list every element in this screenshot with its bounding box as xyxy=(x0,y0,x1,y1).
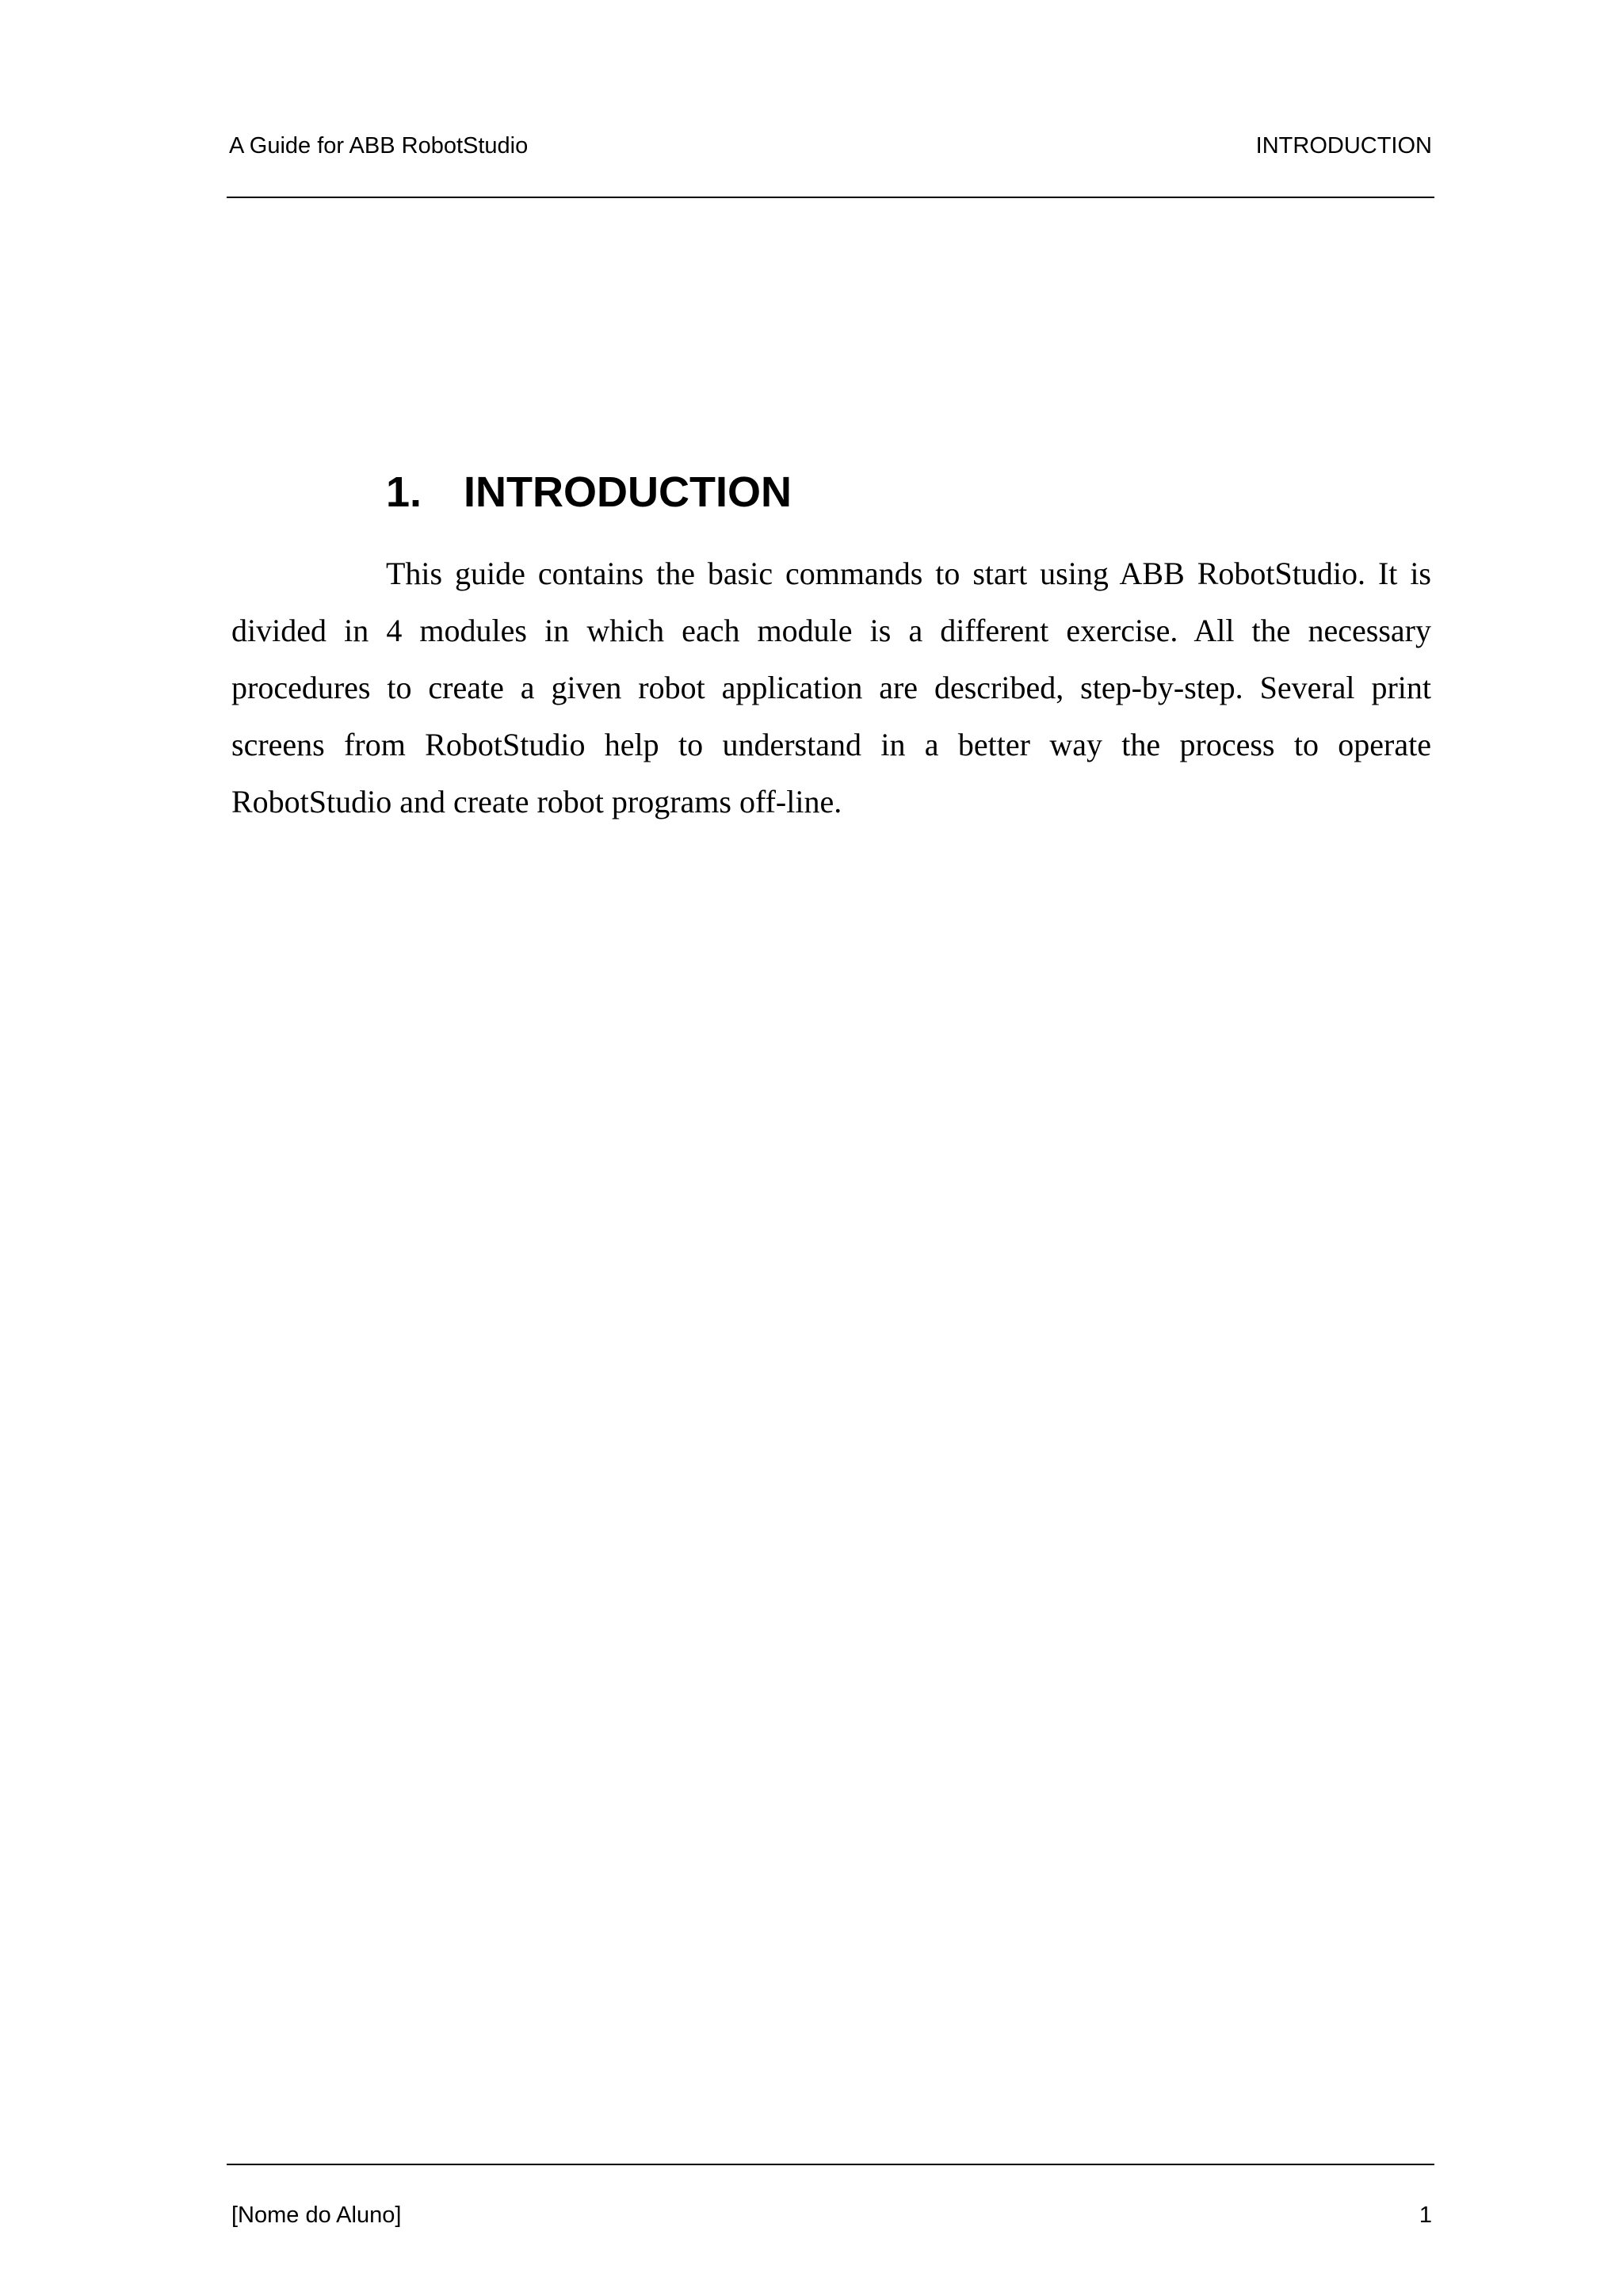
footer-divider xyxy=(227,2164,1434,2165)
section-title: INTRODUCTION xyxy=(464,468,792,516)
page-header xyxy=(229,133,1432,159)
header-section-title: INTRODUCTION xyxy=(1255,133,1432,159)
page-number: 1 xyxy=(1419,2202,1432,2228)
body-paragraph: This guide contains the basic commands to start using ABB RobotStudio. It is divided in 4 modules in which each module is a different exercise. All the necessary procedures to create a given robot application are described, step-by-step. Several print screens from RobotStudio help to understand in a better way the process to operate RobotStudio and create robot programs off-line. xyxy=(231,556,1431,819)
section-heading xyxy=(386,466,792,518)
section-number: 1. xyxy=(386,468,422,516)
header-divider xyxy=(227,197,1434,198)
footer-author-placeholder: [Nome do Aluno] xyxy=(231,2202,402,2228)
header-document-title: A Guide for ABB RobotStudio xyxy=(229,133,529,159)
page-footer xyxy=(231,2202,1432,2229)
